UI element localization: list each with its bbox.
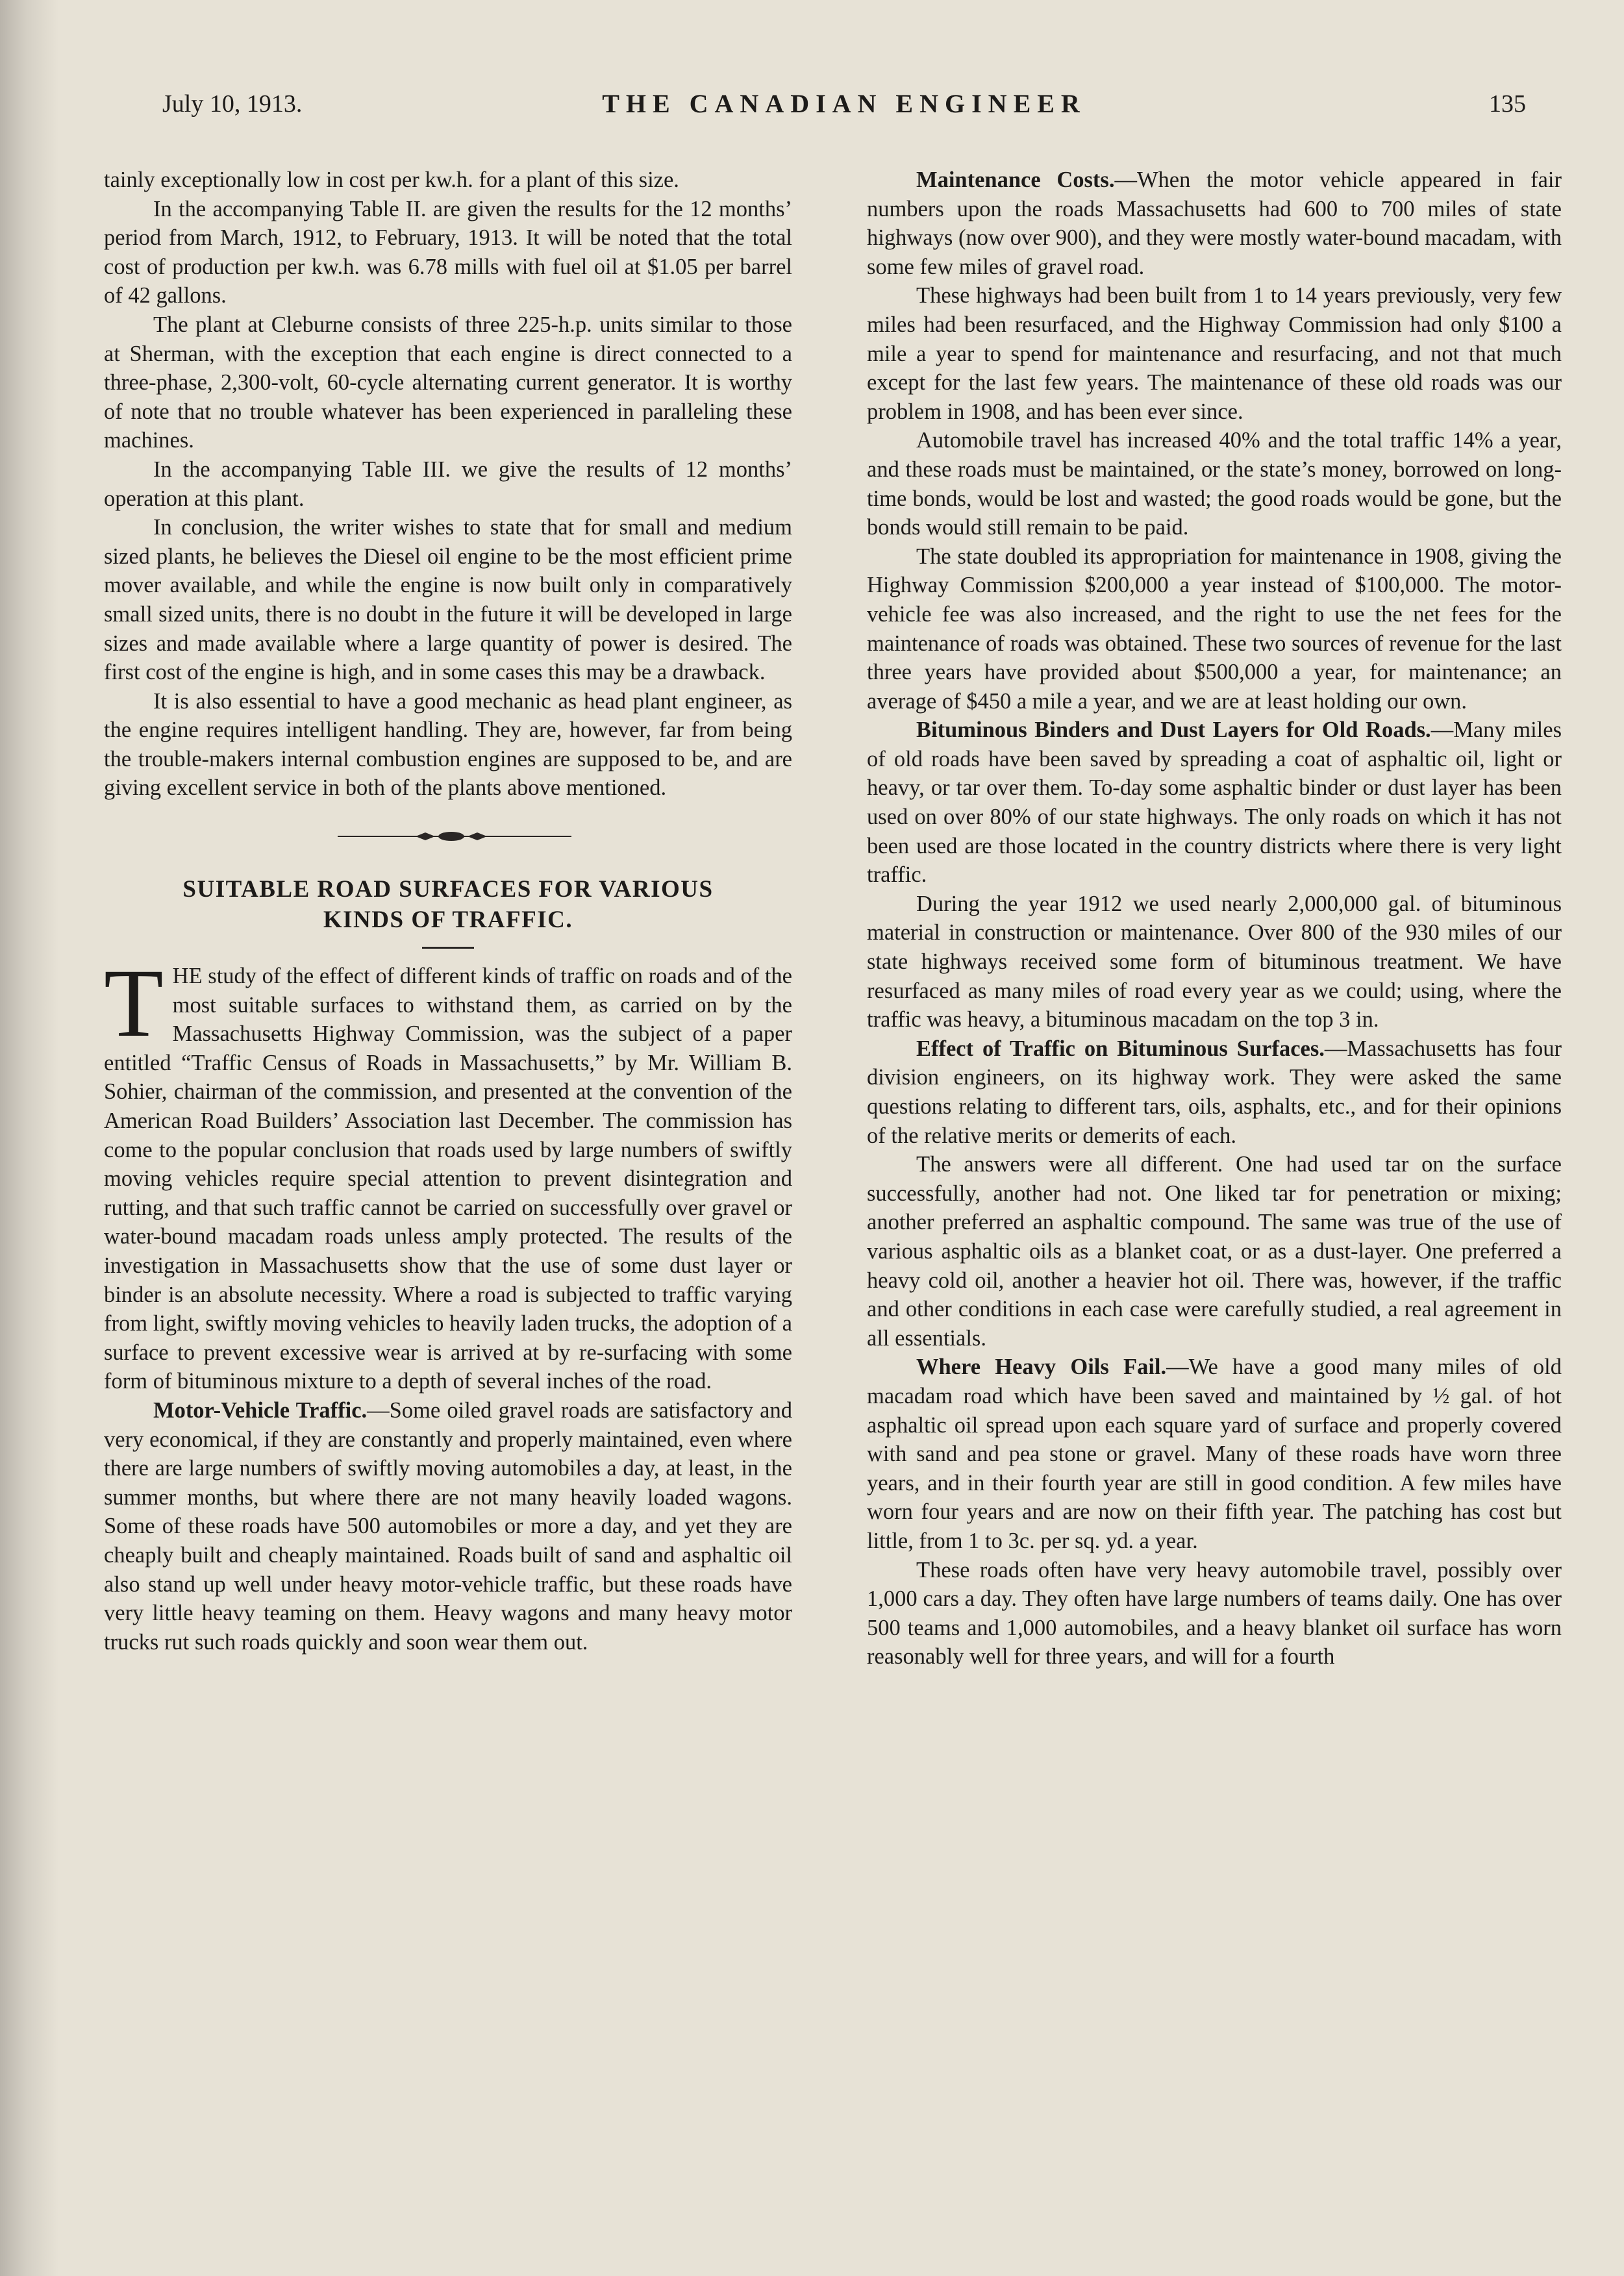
paragraph: tainly exceptionally low in cost per kw.h. for a plant of this size. bbox=[104, 168, 679, 192]
ornament-icon bbox=[338, 830, 571, 843]
journal-page bbox=[97, 84, 1565, 2227]
section-heading: Maintenance Costs. bbox=[916, 168, 1115, 192]
section-divider-ornament bbox=[104, 814, 792, 866]
paragraph: The answers were all different. One had used tar on the surface successfully, another had not. One liked tar for penetration or mixing; another preferred an asphaltic compound. The same was true of the use of various asphaltic oils as a blanket coat, or as a dust-layer. One preferred a heavy cold oil, another a heavier hot oil. There was, however, if the traffic and other conditions in each case were carefully studied, a real agreement in all essentials. bbox=[867, 1152, 1562, 1351]
paragraph: During the year 1912 we used nearly 2,000,000 gal. of bituminous material in construction or maintenance. Over 800 of the 930 miles of our state highways received some form of bituminous treatment. We have resurfaced as many miles of road every year as we could; using, where the traffic was heavy, a bituminous macadam on the top 3 in. bbox=[867, 891, 1562, 1032]
paragraph: Where Heavy Oils Fail.—We have a good many miles of old macadam road which have been saved and maintained by ½ gal. of hot asphaltic oil spread upon each square yard of surface and properly covered with sand and pea stone or gravel. Many of these roads have worn three years, and in their fourth year are still in good condition. A few miles have worn four years and are now on their fifth year. The patching has cost but little, from 1 to 3c. per sq. yd. a year. bbox=[867, 1355, 1562, 1553]
section-heading: Effect of Traffic on Bituminous Surfaces. bbox=[916, 1036, 1325, 1061]
paragraph: The plant at Cleburne consists of three 225-h.p. units similar to those at Sherman, with the exception that each engine is direct connected to a three-phase, 2,300-volt, 60-cycle alternating current generator. It is worthy of note that no trouble whatever has been experienced in paralleling these machines. bbox=[104, 312, 792, 453]
paragraph: In the accompanying Table II. are given the results for the 12 months’ period from March, 1912, to February, 1913. It will be noted that the total cost of production per kw.h. was 6.78 mills with fuel oil at $1.05 per barrel of 42 gallons. bbox=[104, 196, 792, 308]
paragraph: Maintenance Costs.—When the motor vehicle appeared in fair numbers upon the roads Massachusetts had 600 to 700 miles of state highways (now over 900), and they were mostly water-bound macadam, with some few miles of gravel road. bbox=[867, 168, 1562, 279]
paragraph: These roads often have very heavy automobile travel, possibly over 1,000 cars a day. They often have large numbers of teams daily. One has over 500 teams and 1,000 automobiles, and a heavy blanket oil surface has worn reasonably well for three years, and will for a fourth bbox=[867, 1557, 1562, 1669]
section-heading: Motor-Vehicle Traffic. bbox=[153, 1397, 368, 1423]
page-gutter-shadow bbox=[0, 0, 58, 2276]
running-header bbox=[162, 84, 1526, 130]
paragraph: The state doubled its appropriation for maintenance in 1908, giving the Highway Commission $200,000 a year instead of $100,000. The motor-vehicle fee was also increased, and the right to use the net fees for the maintenance of roads was obtained. These two sources of revenue for the last three years have provided about $500,000 a year, for maintenance; an average of $450 a mile a year, and we are at least holding our own. bbox=[867, 544, 1562, 714]
article-title: SUITABLE ROAD SURFACES FOR VARIOUS KINDS OF TRAFFIC. bbox=[182, 876, 714, 934]
section-heading: Bituminous Binders and Dust Layers for Old Roads. bbox=[916, 718, 1431, 743]
paragraph: Automobile travel has increased 40% and the total traffic 14% a year, and these roads must be maintained, or the state’s money, borrowed on long-time bonds, would be lost and wasted; the good roads would be gone, but the bonds would still remain to be paid. bbox=[867, 428, 1562, 540]
paragraph: THE study of the effect of different kinds of traffic on roads and of the most suitable surfaces to withstand them, as carried on by the Massachusetts Highway Commission, was the subject of a paper entitled “Traffic Census of Roads in Massachusetts,” by Mr. William B. Sohier, chairman of the commission, and presented at the convention of the American Road Builders’ Association last December. The commission has come to the popular conclusion that roads used by large numbers of swiftly moving vehicles require special attention to prevent disintegration and rutting, and that such traffic cannot be carried on successfully over gravel or water-bound macadam roads unless amply protected. The results of the investigation in Massachusetts show that the use of some dust layer or binder is an absolute necessity. Where a road is subjected to traffic varying from light, swiftly moving vehicles to heavily laden trucks, the adoption of a surface to prevent excessive wear is arrived at by re-surfacing with some form of bituminous mixture to a depth of several inches of the road. bbox=[104, 949, 792, 1394]
title-rule bbox=[422, 947, 474, 949]
paragraph: In conclusion, the writer wishes to state that for small and medium sized plants, he believes the Diesel oil engine to be the most efficient prime mover available, and while the engine is now built only in comparatively small sized units, there is no doubt in the future it will be developed in large sizes and made available where a large quantity of power is desired. The first cost of the engine is high, and in some cases this may be a drawback. bbox=[104, 515, 792, 685]
paragraph: Motor-Vehicle Traffic.—Some oiled gravel roads are satisfactory and very economical, if they are constantly and properly maintained, even where there are large numbers of swiftly moving automobiles a day, at least, in the summer months, but where there are not many heavily loaded wagons. Some of these roads have 500 automobiles or more a day, and yet they are cheaply built and cheaply maintained. Roads built of sand and asphaltic oil also stand up well under heavy motor-vehicle traffic, but these roads have very little heavy teaming on them. Heavy wagons and many heavy motor trucks rut such roads quickly and soon wear them out. bbox=[104, 1397, 792, 1655]
drop-cap: T bbox=[104, 949, 164, 1058]
paragraph: It is also essential to have a good mechanic as head plant engineer, as the engine requires intelligent handling. They are, however, far from being the trouble-makers internal combustion engines are supposed to be, and are giving excellent service in both of the plants above mentioned. bbox=[104, 688, 792, 801]
section-heading: Where Heavy Oils Fail. bbox=[916, 1355, 1167, 1380]
paragraph: In the accompanying Table III. we give the results of 12 months’ operation at this plant. bbox=[104, 456, 792, 511]
page-number: 135 bbox=[1489, 90, 1526, 118]
paragraph: Effect of Traffic on Bituminous Surfaces.—Massachusetts has four division engineers, on its highway work. They were asked the same questions relating to different tars, oils, asphalts, etc., and for their opinions of the relative merits or demerits of each. bbox=[867, 1036, 1562, 1148]
paragraph: Bituminous Binders and Dust Layers for Old Roads.—Many miles of old roads have been saved by spreading a coat of asphaltic oil, light or heavy, or tar over them. To-day some asphaltic binder or dust layer has been used on over 80% of our state highways. The only roads on which it has not been used are those located in the country districts where there is very light traffic. bbox=[867, 718, 1562, 888]
journal-title: THE CANADIAN ENGINEER bbox=[602, 89, 1086, 118]
right-column bbox=[867, 166, 1562, 1671]
paragraph: These highways had been built from 1 to 14 years previously, very few miles had been resurfaced, and the Highway Commission had only $100 a mile a year to spend for maintenance and resurfacing, and not that much except for the last few years. The maintenance of these old roads was our problem in 1908, and has been ever since. bbox=[867, 283, 1562, 424]
header-date: July 10, 1913. bbox=[162, 90, 303, 118]
left-column bbox=[104, 166, 792, 1657]
